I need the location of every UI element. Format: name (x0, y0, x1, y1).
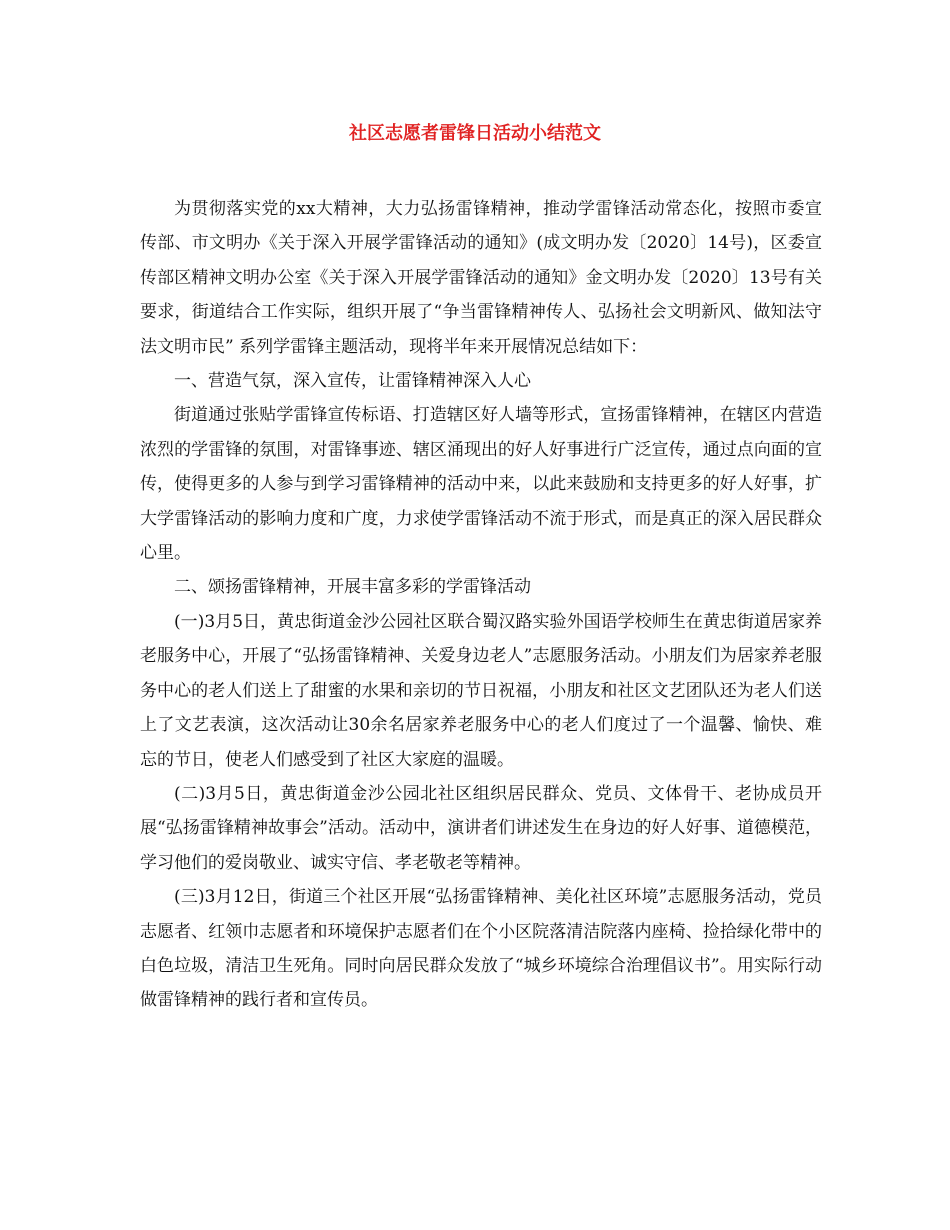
paragraph-item-3: (三)3月12日，街道三个社区开展“弘扬雷锋精神、美化社区环境”志愿服务活动，党员志愿者、红领巾志愿者和环境保护志愿者们在个小区院落清洁院落内座椅、捡拾绿化带中的白色垃圾，清洁卫生死角。同时向居民群众发放了“城乡环境综合治理倡议书”。用实际行动做雷锋精神的践行者和宣传员。 (140, 887, 822, 1011)
paragraph-item-2: (二)3月5日，黄忠街道金沙公园北社区组织居民群众、党员、文体骨干、老协成员开展“弘扬雷锋精神故事会”活动。活动中，演讲者们讲述发生在身边的好人好事、道德模范，学习他们的爱岗敬业、诚实守信、孝老敬老等精神。 (140, 783, 822, 873)
section-heading-1: 一、营造气氛，深入宣传，让雷锋精神深入人心 (174, 371, 531, 392)
paragraph-item-1: (一)3月5日，黄忠街道金沙公园社区联合蜀汉路实验外国语学校师生在黄忠街道居家养老服务中心，开展了“弘扬雷锋精神、关爱身边老人”志愿服务活动。小朋友们为居家养老服务中心的老人们送上了甜蜜的水果和亲切的节日祝福，小朋友和社区文艺团队还为老人们送上了文艺表演，这次活动让30余名居家养老服务中心的老人们度过了一个温馨、愉快、难忘的节日，使老人们感受到了社区大家庭的温暖。 (140, 611, 822, 770)
paragraph-intro: 为贯彻落实党的xx大精神，大力弘扬雷锋精神，推动学雷锋活动常态化，按照市委宣传部、市文明办《关于深入开展学雷锋活动的通知》(成文明办发〔2020〕14号)，区委宣传部区精神文明办公室《关于深入开展学雷锋活动的通知》金文明办发〔2020〕13号有关要求，街道结合工作实际，组织开展了“争当雷锋精神传人、弘扬社会文明新风、做知法守法文明市民” 系列学雷锋主题活动，现将半年来开展情况总结如下： (140, 199, 822, 357)
document-title: 社区志愿者雷锋日活动小结范文 (349, 123, 601, 144)
document-body (140, 192, 822, 1018)
section-heading-2: 二、颂扬雷锋精神，开展丰富多彩的学雷锋活动 (174, 577, 531, 598)
paragraph-section-1: 街道通过张贴学雷锋宣传标语、打造辖区好人墙等形式，宣扬雷锋精神，在辖区内营造浓烈的学雷锋的氛围，对雷锋事迹、辖区涌现出的好人好事进行广泛宣传，通过点向面的宣传，使得更多的人参与到学习雷锋精神的活动中来，以此来鼓励和支持更多的好人好事，扩大学雷锋活动的影响力度和广度，力求使学雷锋活动不流于形式，而是真正的深入居民群众心里。 (140, 405, 822, 564)
